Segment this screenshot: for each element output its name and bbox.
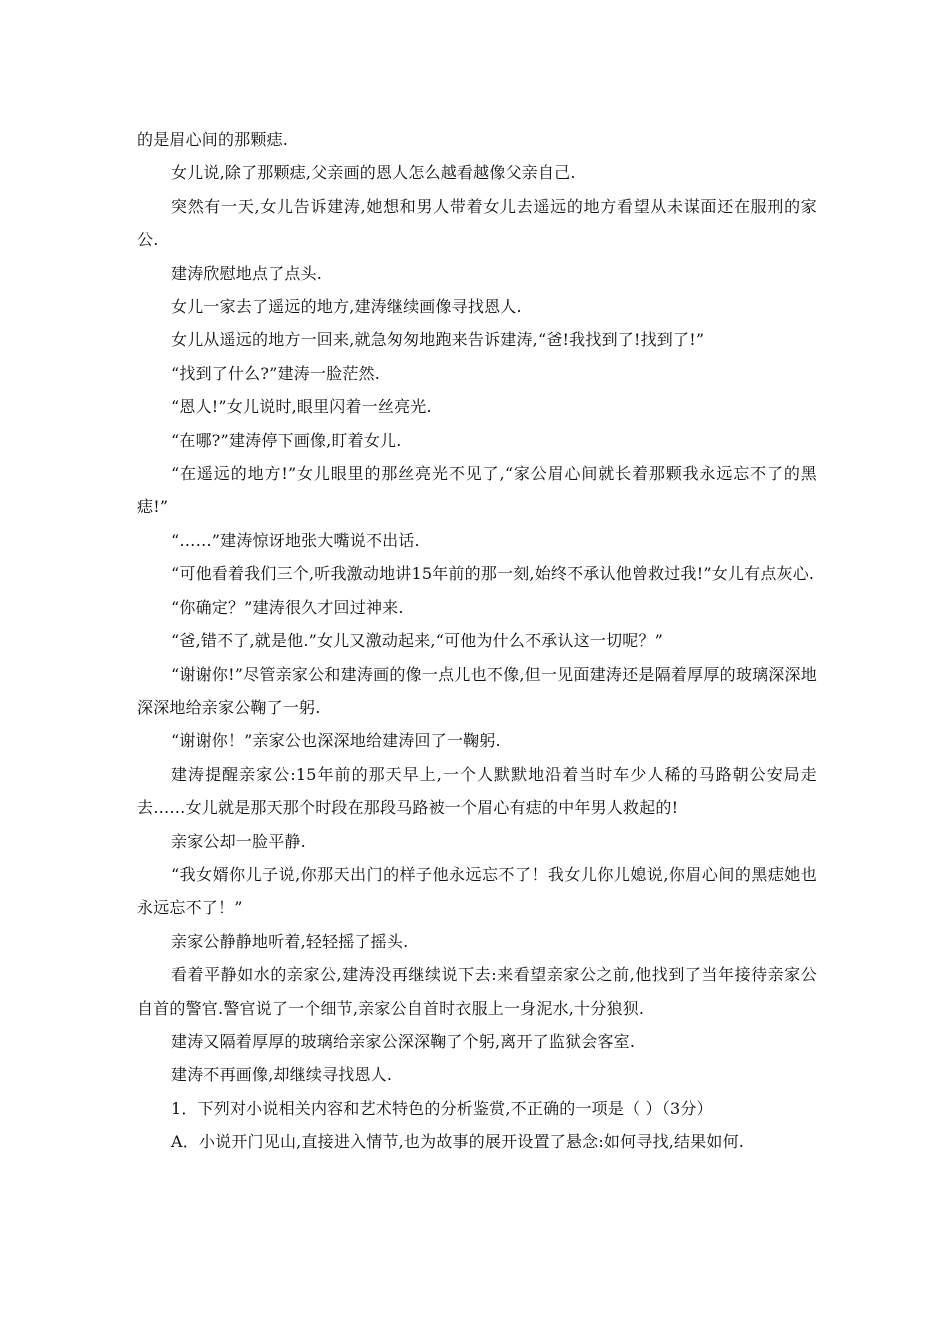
paragraph: 的是眉心间的那颗痣. <box>137 130 289 149</box>
paragraph: 看着平静如水的亲家公,建涛没再继续说下去:来看望亲家公之前,他找到了当年接待亲家公自首的警官.警官说了一个细节,亲家公自首时衣服上一身泥水,十分狼狈. <box>137 965 817 1018</box>
paragraph: “找到了什么?”建涛一脸茫然. <box>171 363 381 383</box>
paragraph: “谢谢你！”亲家公也深深地给建涛回了一鞠躬. <box>171 731 501 751</box>
paragraph: “可他看着我们三个,听我激动地讲15年前的那一刻,始终不承认他曾救过我!”女儿有点灰心. <box>171 564 815 584</box>
paragraph: “恩人!”女儿说时,眼里闪着一丝亮光. <box>171 397 432 417</box>
paragraph: 亲家公静静地听着,轻轻摇了摇头. <box>171 931 409 951</box>
paragraph: 亲家公却一脸平静. <box>171 831 306 851</box>
paragraph: “我女婿你儿子说,你那天出门的样子他永远忘不了！我女儿你儿媳说,你眉心间的黑痣她也永远忘不了！” <box>137 864 817 918</box>
paragraph: 建涛欣慰地点了点头. <box>171 263 323 283</box>
paragraph: 建涛又隔着厚厚的玻璃给亲家公深深鞠了个躬,离开了监狱会客室. <box>171 1031 636 1051</box>
paragraph: 女儿一家去了遥远的地方,建涛继续画像寻找恩人. <box>171 297 522 317</box>
paragraph: 1．下列对小说相关内容和艺术特色的分析鉴赏,不正确的一项是（ ）（3分） <box>171 1098 713 1118</box>
paragraph: “在哪?”建涛停下画像,盯着女儿. <box>171 430 402 450</box>
paragraph: A．小说开门见山,直接进入情节,也为故事的展开设置了悬念:如何寻找,结果如何. <box>171 1132 745 1152</box>
document-text-body <box>137 123 817 1159</box>
paragraph: 突然有一天,女儿告诉建涛,她想和男人带着女儿去遥远的地方看望从未谋面还在服刑的家公. <box>137 196 817 250</box>
paragraph: 建涛提醒亲家公:15年前的那天早上,一个人默默地沿着当时车少人稀的马路朝公安局走去……女儿就是那天那个时段在那段马路被一个眉心有痣的中年男人救起的! <box>137 764 817 818</box>
paragraph: 女儿说,除了那颗痣,父亲画的恩人怎么越看越像父亲自己. <box>171 163 576 183</box>
paragraph: 建涛不再画像,却继续寻找恩人. <box>171 1065 393 1085</box>
paragraph: “你确定？”建涛很久才回过神来. <box>171 597 404 617</box>
paragraph: “谢谢你!”尽管亲家公和建涛画的像一点儿也不像,但一见面建涛还是隔着厚厚的玻璃深深地深深地给亲家公鞠了一躬. <box>137 664 817 717</box>
paragraph: “……”建涛惊讶地张大嘴说不出话. <box>171 530 420 550</box>
paragraph: 女儿从遥远的地方一回来,就急匆匆地跑来告诉建涛,“爸!我找到了!找到了!” <box>171 330 705 350</box>
paragraph: “爸,错不了,就是他.”女儿又激动起来,“可他为什么不承认这一切呢？” <box>171 631 664 651</box>
paragraph: “在遥远的地方!”女儿眼里的那丝亮光不见了,“家公眉心间就长着那颗我永远忘不了的黑痣!” <box>137 464 817 517</box>
